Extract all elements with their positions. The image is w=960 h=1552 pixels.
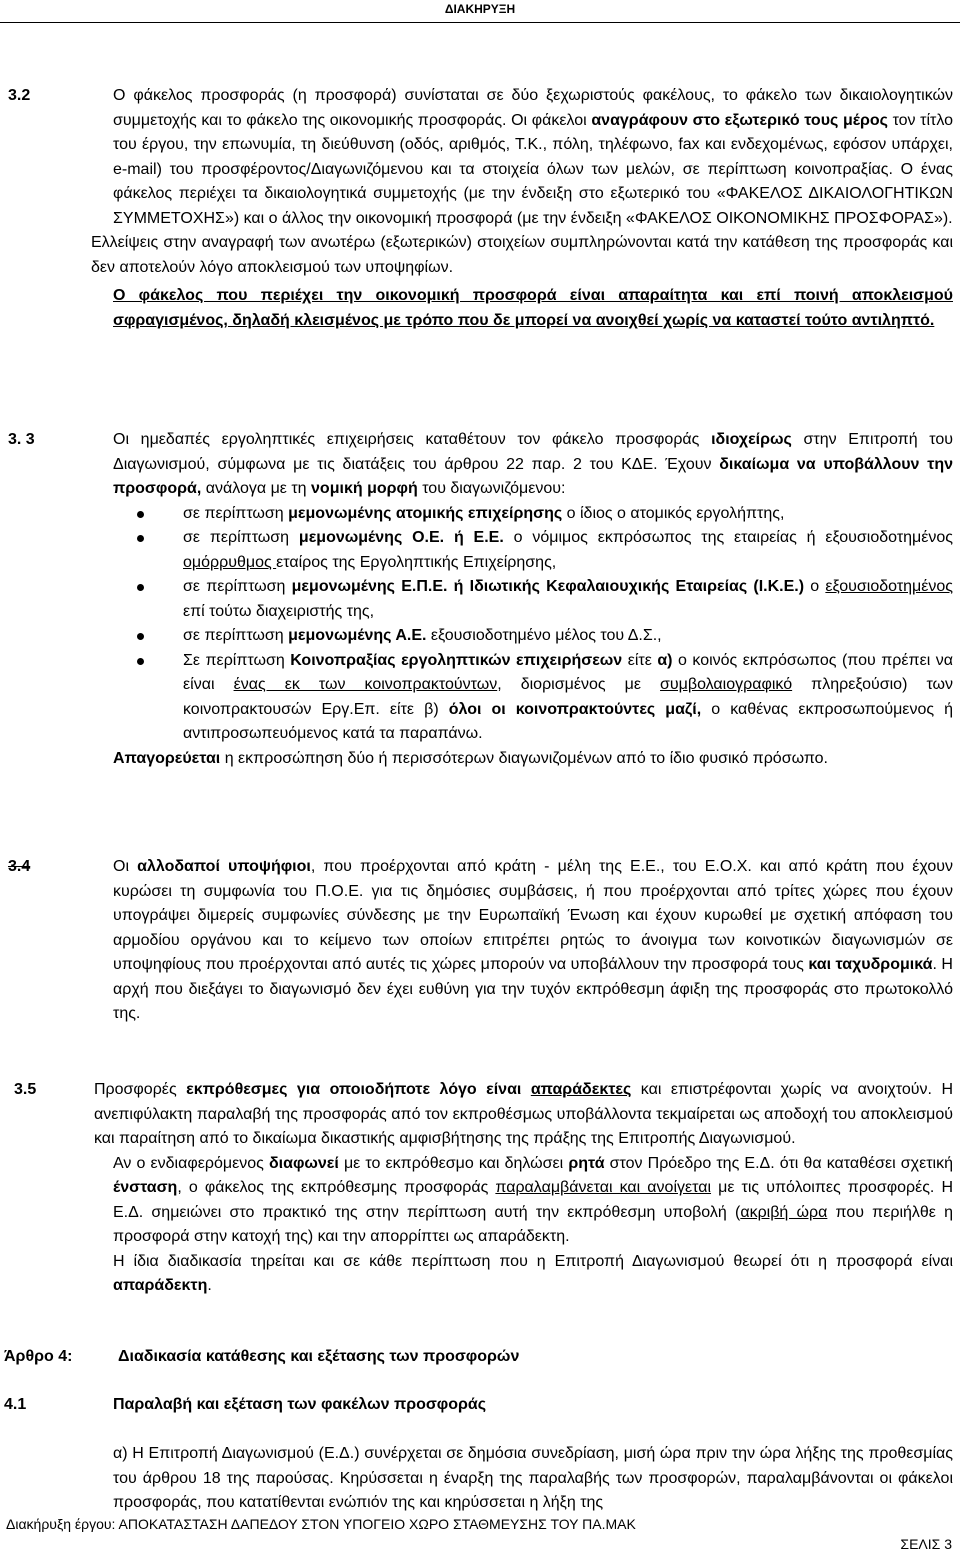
- bullet-icon: [137, 511, 144, 518]
- text: ανάλογα με τη: [201, 480, 312, 497]
- text: του διαγωνιζόμενου:: [417, 480, 566, 497]
- text: Οι ημεδαπές εργοληπτικές επιχειρήσεις καταθέτουν τον φάκελο προσφοράς: [113, 431, 712, 448]
- section-3-5: [94, 1078, 954, 1299]
- text: και επιστρέφονται χωρίς να ανοιχτούν. Η ανεπιφύλακτη παραλαβή της προσφοράς από τον εκπροθέσμως υποβάλλοντα τεκμαίρεται ως αποδοχή του αποκλεισμού και παραίτηση από το δικαίωμα δικαστικής αμφισβήτησης της πράξης της Επιτροπής Διαγωνισμού.: [94, 1081, 954, 1147]
- bold-text: αλλοδαποί υποψήφιοι: [137, 858, 311, 875]
- section-3-2: [91, 84, 954, 333]
- text: Αν ο ενδιαφερόμενος: [113, 1154, 269, 1172]
- text: Ο φάκελος προσφοράς (η προσφορά) συνίσταται σε δύο ξεχωριστούς φακέλους, το φάκελο των δικαιολογητικών συμμετοχής και το φάκελο της οικονομικής προσφοράς. Οι φάκελοι: [113, 87, 953, 129]
- bold-text: μεμονωμένης Ε.Π.Ε. ή Ιδιωτικής Κεφαλαιουχικής Εταιρείας (Ι.Κ.Ε.): [291, 578, 805, 595]
- section-3-2-para-1: [113, 84, 953, 231]
- text: Η ίδια διαδικασία τηρείται και σε κάθε περίπτωση που η Επιτροπή Διαγωνισμού θεωρεί ότι η προσφορά είναι: [113, 1252, 953, 1270]
- bold-text: ιδιοχείρως: [711, 431, 792, 448]
- underline-text: ένας εκ των κοινοπρακτούντων: [233, 676, 498, 693]
- page-footer: Διακήρυξη έργου: ΑΠΟΚΑΤΑΣΤΑΣΗ ΔΑΠΕΔΟΥ ΣΤΟΝ ΥΠΟΓΕΙΟ ΧΩΡΟ ΣΤΑΘΜΕΥΣΗΣ ΤΟΥ ΠΑ.ΜΑΚ: [6, 1516, 636, 1532]
- section-3-3-para-1: [113, 428, 953, 502]
- section-3-3-para-2: [113, 747, 953, 772]
- text: εξουσιοδοτημένο μέλος του Δ.Σ.,: [426, 627, 662, 644]
- list-item: [113, 502, 953, 527]
- bold-text: και ταχυδρομικά: [808, 956, 933, 973]
- section-number-3-4: 3.4: [8, 858, 31, 875]
- text: σε περίπτωση: [183, 529, 299, 546]
- section-3-5-para-3: [113, 1250, 953, 1299]
- section-4-1-text: α) Η Επιτροπή Διαγωνισμού (Ε.Δ.) συνέρχεται σε δημόσια συνεδρίαση, μισή ώρα πριν την ώρα λήξης της προθεσμίας του άρθρου 18 της παρούσας. Κηρύσσεται η έναρξη της παραλαβής των προσφορών, παραλαμβάνονται οι φάκελοι προσφοράς, που κατατίθενται ενώπιόν της και κηρύσσεται η λήξη της: [113, 1445, 953, 1511]
- underline-text: συμβολαιογραφικό: [660, 676, 793, 693]
- article-title: Διαδικασία κατάθεσης και εξέτασης των προσφορών: [118, 1348, 520, 1365]
- list-item: [113, 624, 953, 649]
- text: ο κοινός εκπρόσωπος (που πρέπει να είναι: [183, 651, 953, 693]
- text: . Η αρχή που διεξάγει το διαγωνισμό δεν έχει ευθύνη για την τυχόν εκπρόθεσμη άφιξη της προσφοράς στο πρωτοκολλό της.: [113, 956, 953, 1022]
- bold-text: αναγράφουν στο εξωτερικό τους μέρος: [591, 111, 888, 129]
- bold-text: δικαίωμα να υποβάλλουν την προσφορά,: [113, 455, 954, 497]
- text: ο: [804, 578, 826, 595]
- bold-text: διαφωνεί: [268, 1154, 339, 1172]
- text: που περιήλθε η προσφορά στην κατοχή της) και την απορρίπτει ως απαράδεκτη.: [113, 1203, 954, 1245]
- text: με τις υπόλοιπες προσφορές. Η Ε.Δ. σημειώνει στο πρακτικό της στην περίπτωση αυτή την εκπρόθεσμη υποβολή (: [113, 1179, 954, 1221]
- bullet-icon: [137, 633, 144, 640]
- bold-underline-text: Ο φάκελος που περιέχει την οικονομική προσφορά είναι απαραίτητα και επί ποινή αποκλεισμού σφραγισμένος, δηλαδή κλεισμένος με τρόπο που δε μπορεί να ανοιχθεί χωρίς να καταστεί τούτο αντιληπτό.: [113, 287, 953, 329]
- section-3-4-para: [113, 855, 953, 1027]
- bold-text: μεμονωμένης Ο.Ε. ή Ε.Ε.: [298, 529, 504, 546]
- bullet-icon: [137, 584, 144, 591]
- bold-text: νομική μορφή: [311, 480, 418, 497]
- list-item: [113, 649, 953, 747]
- bold-text: ρητά: [568, 1154, 605, 1172]
- underline-text: εξουσιοδοτημένος: [825, 578, 953, 595]
- text: , ο φάκελος της εκπρόθεσμης προσφοράς: [177, 1179, 496, 1196]
- text: τον τίτλο του έργου, την επωνυμία, τη διεύθυνση (οδός, αριθμός, Τ.Κ., πόλη, τηλέφωνο, fax και ενδεχομένως, εφόσον υπάρχει, e-mail) του προσφέροντος/Διαγωνιζόμενου και τα στοιχεία όλων των μελών, σε περίπτωση κοινοπραξίας. Ο ένας φάκελος περιέχει τα δικαιολογητικά συμμετοχής (με την ένδειξη στο εξωτερικό του «ΦΑΚΕΛΟΣ ΔΙΚΑΙΟΛΟΓΗΤΙΚΩΝ ΣΥΜΜΕΤΟΧΗΣ») και ο άλλος την οικονομική προσφορά (με την ένδειξη «ΦΑΚΕΛΟΣ ΟΙΚΟΝΟΜΙΚΗΣ ΠΡΟΣΦΟΡΑΣ»).: [113, 111, 954, 227]
- section-number-3-3: 3. 3: [8, 431, 35, 448]
- bold-text: μεμονωμένης Α.Ε.: [288, 627, 427, 644]
- section-number-4-1: 4.1: [4, 1396, 27, 1413]
- text: η εκπροσώπηση δύο ή περισσότερων διαγωνιζομένων από το ίδιο φυσικό πρόσωπο.: [220, 749, 828, 767]
- section-3-4: [113, 855, 953, 1027]
- section-4-1-title: Παραλαβή και εξέταση των φακέλων προσφοράς: [113, 1396, 487, 1413]
- text: πληρεξούσιο) των κοινοπρακτουσών Εργ.Επ. είτε β): [183, 676, 954, 718]
- text: .: [207, 1277, 212, 1294]
- text: , διορισμένος με: [497, 676, 661, 693]
- text: είτε: [622, 651, 658, 669]
- list-item: [113, 575, 953, 624]
- bold-text: α): [657, 651, 673, 669]
- text: επί τούτω διαχειριστής της,: [183, 602, 375, 620]
- bold-text: ένσταση: [113, 1179, 178, 1196]
- text: Σε περίπτωση: [183, 651, 291, 669]
- text: στον Πρόεδρο της Ε.Δ. ότι θα καταθέσει σχετική: [604, 1154, 953, 1172]
- section-number-3-2: 3.2: [8, 87, 31, 104]
- text: εταίρος της Εργοληπτικής Επιχείρησης,: [276, 553, 557, 571]
- article-label: Άρθρο 4:: [4, 1348, 73, 1365]
- text: Προσφορές: [94, 1081, 187, 1098]
- text: με το εκπρόθεσμο και δηλώσει: [338, 1154, 569, 1172]
- text: , που προέρχονται από κράτη - μέλη της Ε.Ε., του Ε.Ο.Χ. και από κράτη που έχουν κυρώσει τη συμφωνία του Π.Ο.Ε. για τις δημόσιες συμβάσεις, ή που προέρχονται από τρίτες χώρες που έχουν υπογράψει διμερείς συμφωνίες σύνδεσης με την Ευρωπαϊκή Ένωση και έχουν κυρωθεί με σχετική απόφαση του αρμοδίου οργάνου και το κείμενο των οποίων επιτρέπει ρητώς το άνοιγμα των κοινοτικών διαγωνισμών σε υποψηφίους που προέρχονται από αυτές τις χώρες μπορούν να υποβάλλουν την προσφορά τους: [113, 858, 954, 973]
- bold-text: απαράδεκτη: [113, 1277, 208, 1294]
- bold-text: εκπρόθεσμες για οποιοδήποτε λόγο είναι: [186, 1081, 531, 1098]
- bullet-icon: [137, 658, 144, 665]
- text: στην Επιτροπή του Διαγωνισμού, σύμφωνα με τις διατάξεις του άρθρου 22 παρ. 2 του ΚΔΕ. Έχουν: [113, 431, 954, 473]
- text: σε περίπτωση: [183, 504, 289, 522]
- section-3-5-para-1: [94, 1078, 953, 1152]
- underline-text: ακριβή ώρα: [740, 1203, 828, 1221]
- text: σε περίπτωση: [183, 578, 292, 595]
- section-3-2-para-3: [113, 284, 953, 333]
- text: σε περίπτωση: [183, 627, 289, 644]
- section-3-5-para-2: [113, 1152, 953, 1250]
- page-number: ΣΕΛΙΣ 3: [900, 1536, 952, 1552]
- underline-text: παραλαμβάνεται και ανοίγεται: [495, 1179, 712, 1196]
- section-3-2-para-2: Ελλείψεις στην αναγραφή των ανωτέρω (εξωτερικών) στοιχείων συμπληρώνονται κατά την κατάθεση της προσφοράς και δεν αποτελούν λόγο αποκλεισμού των υποψηφίων.: [91, 234, 953, 276]
- bold-text: μεμονωμένης ατομικής επιχείρησης: [288, 504, 563, 522]
- text: Οι: [113, 858, 138, 875]
- bold-text: Απαγορεύεται: [113, 749, 221, 767]
- text: ο καθένας εκπροσωπούμενος ή αντιπροσωπευόμενος κατά τα παραπάνω.: [183, 700, 954, 742]
- header-divider: [0, 22, 960, 23]
- section-3-3: [113, 428, 953, 771]
- list-item: [113, 526, 953, 575]
- legal-form-list: [113, 502, 953, 747]
- bullet-icon: [137, 535, 144, 542]
- bold-text: Κοινοπραξίας εργοληπτικών επιχειρήσεων: [290, 651, 623, 669]
- text: ο ίδιος ο ατομικός εργολήπτης,: [562, 504, 785, 522]
- bold-text: όλοι οι κοινοπρακτούντες μαζί,: [448, 700, 702, 718]
- underline-text: ομόρρυθμος: [183, 553, 277, 571]
- section-number-3-5: 3.5: [14, 1081, 37, 1098]
- bold-underline-text: απαράδεκτες: [530, 1081, 632, 1098]
- page-header: ΔΙΑΚΗΡΥΞΗ: [444, 2, 516, 16]
- text: ο νόμιμος εκπρόσωπος της εταιρείας ή εξουσιοδοτημένος: [503, 529, 953, 546]
